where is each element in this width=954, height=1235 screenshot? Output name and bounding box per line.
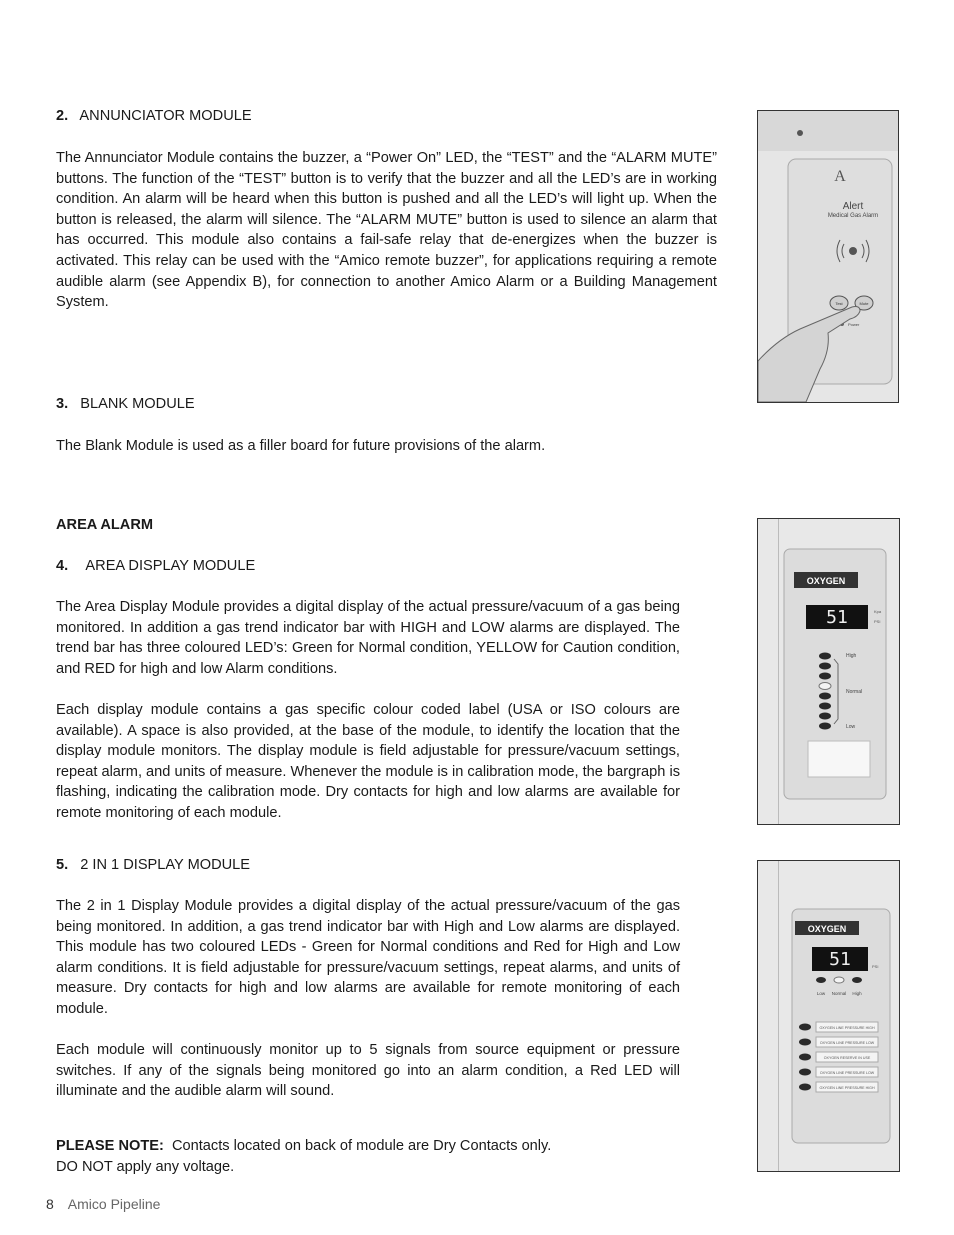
two-in-one-number: 5. (56, 857, 69, 873)
signal-label-2: OXYGEN LINE PRESSURE LOW (819, 1041, 875, 1045)
annunciator-body: The Annunciator Module contains the buzzer, a “Power On” LED, the “TEST” and the “ALARM MUTE” buttons. The function of the “TEST” button is to verify that the buzzer and all the LED’s are in working condition. An alarm will be heard when this button is pushed and all the LED’s will light up. When the button is released, the alarm will silence. The “ALARM MUTE” button is used to silence an alarm that has occurred. This module also contains a fail-safe relay that de-energizes when the buzzer is activated. This relay can be used with the “Amico remote buzzer”, for applications requiring a remote audible alarm (see Appendix B), for connection to another Amico Alarm or a Building Management System. (56, 150, 717, 311)
location-label-space (808, 741, 870, 777)
area-gas-label: OXYGEN (806, 576, 846, 586)
area-reading: 51 (826, 607, 848, 628)
area-display-illustration (758, 519, 899, 824)
two-in-one-normal-label: Normal (831, 991, 847, 996)
two-in-one-high-label: High (852, 991, 862, 996)
area-display-body-1: The Area Display Module provides a digital display of the actual pressure/vacuum of a gas being monitored. In addition a gas trend indicator bar with HIGH and LOW alarms are displayed. The trend bar has three coloured LED’s: Green for Normal condition, YELLOW for Caution condition, and RED for high and low Alarm conditions. (56, 599, 680, 677)
please-note-label: PLEASE NOTE: (56, 1138, 164, 1154)
area-display-number: 4. (56, 558, 69, 574)
two-in-one-photo (757, 860, 900, 1172)
two-in-one-body-2: Each module will continuously monitor up to 5 signals from source equipment or pressure switches. If any of the signals being monitored go into an alarm condition, a Red LED will illuminate and the audible alarm will sound. (56, 1042, 680, 1100)
footer-brand: Amico Pipeline (67, 1196, 161, 1212)
area-high-label: High (846, 653, 857, 659)
area-alarm-heading: AREA ALARM (56, 517, 154, 533)
blank-body: The Blank Module is used as a filler board for future provisions of the alarm. (56, 438, 546, 454)
alert-title: Alert (842, 201, 864, 212)
signal-label-4: OXYGEN LINE PRESSURE LOW (819, 1071, 875, 1075)
blank-number: 3. (56, 396, 69, 412)
two-in-one-gas-label: OXYGEN (807, 924, 847, 934)
area-display-heading (56, 556, 255, 577)
two-in-one-heading (56, 855, 250, 876)
two-in-one-reading: 51 (829, 949, 851, 970)
annunciator-heading (56, 106, 252, 127)
area-low-label: Low (846, 724, 856, 730)
area-display-title: AREA DISPLAY MODULE (85, 558, 256, 574)
area-normal-label: Normal (846, 689, 863, 695)
blank-title: BLANK MODULE (80, 396, 195, 412)
please-note-line2: DO NOT apply any voltage. (56, 1159, 235, 1175)
area-display-body-2: Each display module contains a gas specific colour coded label (USA or ISO colours are available). A space is also provided, at the base of the module, to identify the location that the display module monitors. The display module is field adjustable for pressure/vacuum settings, repeat alarm, and units of measure. Whenever the module is in calibration mode, the bargraph is flashing, indicating the calibration mode. Dry contacts for high and low alarms are available for remote monitoring of each module. (56, 702, 680, 821)
annunciator-photo (757, 110, 899, 403)
low-led (816, 977, 826, 983)
signal-label-1: OXYGEN LINE PRESSURE HIGH (819, 1026, 875, 1030)
two-in-one-title: 2 IN 1 DISPLAY MODULE (80, 857, 251, 873)
high-led (852, 977, 862, 983)
page-number: 8 (46, 1196, 54, 1212)
signal-label-3: OXYGEN RESERVE IN USE (823, 1056, 871, 1060)
annunciator-title: ANNUNCIATOR MODULE (79, 108, 252, 124)
normal-led (834, 977, 844, 983)
amico-logo-mark: A (834, 168, 846, 185)
power-led-label: Power (848, 322, 860, 327)
two-in-one-body-1: The 2 in 1 Display Module provides a digital display of the actual pressure/vacuum of the gas being monitored. In addition, a gas trend indicator bar with High and Low alarms are displayed. This module has two coloured LEDs - Green for Normal conditions and Red for High and Low alarm conditions. It is field adjustable for pressure/vacuum settings, repeat alarms, and units of measure. Dry contacts for high and low alarms are available for remote monitoring of each module. (56, 898, 680, 1017)
blank-heading (56, 394, 195, 415)
two-in-one-illustration (758, 861, 899, 1171)
area-unit-psi: PSI (874, 619, 881, 624)
please-note (56, 1136, 551, 1157)
mute-button-label: Mute (859, 301, 869, 306)
alert-subtitle: Medical Gas Alarm (827, 213, 879, 219)
annunciator-illustration (758, 111, 898, 402)
test-button-label: Test (835, 301, 843, 306)
two-in-one-unit: PSI (872, 964, 879, 969)
signal-label-5: OXYGEN LINE PRESSURE HIGH (819, 1086, 875, 1090)
page-footer (46, 1196, 160, 1212)
please-note-text: Contacts located on back of module are Dry Contacts only. (163, 1138, 552, 1154)
annunciator-number: 2. (56, 108, 69, 124)
area-unit-kpa: Kpa (874, 609, 882, 614)
two-in-one-low-label: Low (816, 991, 826, 996)
area-display-photo (757, 518, 900, 825)
